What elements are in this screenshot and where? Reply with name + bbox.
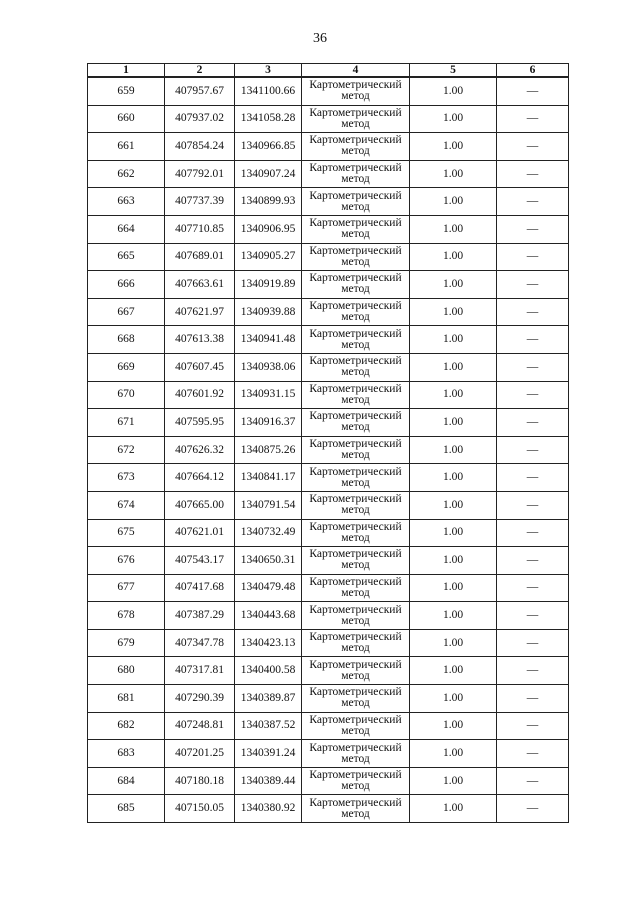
- point-number-cell: 664: [88, 215, 165, 243]
- description-cell: [497, 160, 569, 188]
- header-cell: 1: [88, 64, 165, 78]
- x-coordinate-cell: 407621.97: [165, 298, 235, 326]
- precision-cell: 1.00: [410, 243, 497, 271]
- y-coordinate-cell: 1340938.06: [235, 353, 302, 381]
- table-row: [88, 767, 569, 795]
- y-coordinate-cell: 1340841.17: [235, 464, 302, 492]
- precision-cell: 1.00: [410, 795, 497, 823]
- method-text-line-1: Картометрический: [309, 796, 402, 809]
- dash-mark: —: [526, 305, 539, 318]
- method-text-line-2: метод: [341, 586, 370, 599]
- point-number-cell: 684: [88, 767, 165, 795]
- description-cell: [497, 326, 569, 354]
- method-text-line-1: Картометрический: [309, 713, 402, 726]
- method-cell: [302, 491, 410, 519]
- point-number-cell: 681: [88, 685, 165, 713]
- precision-cell: 1.00: [410, 685, 497, 713]
- y-coordinate-cell: 1340387.52: [235, 712, 302, 740]
- method-cell: [302, 160, 410, 188]
- x-coordinate-cell: 407957.67: [165, 77, 235, 105]
- description-cell: [497, 436, 569, 464]
- precision-cell: 1.00: [410, 491, 497, 519]
- table-row: [88, 133, 569, 161]
- method-cell: [302, 767, 410, 795]
- x-coordinate-cell: 407665.00: [165, 491, 235, 519]
- table-row: [88, 298, 569, 326]
- table-row: [88, 629, 569, 657]
- method-text-line-1: Картометрический: [309, 686, 402, 699]
- description-cell: [497, 409, 569, 437]
- y-coordinate-cell: 1340939.88: [235, 298, 302, 326]
- method-cell: [302, 574, 410, 602]
- point-number-cell: 671: [88, 409, 165, 437]
- description-cell: [497, 629, 569, 657]
- method-text-line-1: Картометрический: [309, 106, 402, 119]
- method-text-line-2: метод: [341, 669, 370, 682]
- precision-cell: 1.00: [410, 519, 497, 547]
- table-row: [88, 160, 569, 188]
- method-text-line-2: метод: [341, 752, 370, 765]
- point-number-cell: 680: [88, 657, 165, 685]
- point-number-cell: 678: [88, 602, 165, 630]
- method-cell: [302, 77, 410, 105]
- x-coordinate-cell: 407664.12: [165, 464, 235, 492]
- precision-cell: 1.00: [410, 353, 497, 381]
- method-cell: [302, 188, 410, 216]
- description-cell: [497, 657, 569, 685]
- method-text-line-1: Картометрический: [309, 355, 402, 368]
- method-text-line-1: Картометрический: [309, 410, 402, 423]
- precision-cell: 1.00: [410, 188, 497, 216]
- point-number-cell: 662: [88, 160, 165, 188]
- table-body: [88, 77, 569, 823]
- description-cell: [497, 795, 569, 823]
- precision-cell: 1.00: [410, 215, 497, 243]
- dash-mark: —: [526, 250, 539, 263]
- table-row: [88, 436, 569, 464]
- method-text-line-1: Картометрический: [309, 548, 402, 561]
- method-text-line-2: метод: [341, 697, 370, 710]
- point-number-cell: 669: [88, 353, 165, 381]
- dash-mark: —: [526, 691, 539, 704]
- x-coordinate-cell: 407792.01: [165, 160, 235, 188]
- method-text-line-2: метод: [341, 228, 370, 241]
- y-coordinate-cell: 1340941.48: [235, 326, 302, 354]
- point-number-cell: 667: [88, 298, 165, 326]
- method-text-line-2: метод: [341, 780, 370, 793]
- method-text-line-2: метод: [341, 90, 370, 103]
- description-cell: [497, 547, 569, 575]
- method-text-line-1: Картометрический: [309, 465, 402, 478]
- precision-cell: 1.00: [410, 271, 497, 299]
- method-text-line-2: метод: [341, 338, 370, 351]
- dash-mark: —: [526, 139, 539, 152]
- y-coordinate-cell: 1341100.66: [235, 77, 302, 105]
- method-text-line-1: Картометрический: [309, 327, 402, 340]
- method-text-line-1: Картометрический: [309, 79, 402, 92]
- method-cell: [302, 298, 410, 326]
- description-cell: [497, 298, 569, 326]
- description-cell: [497, 77, 569, 105]
- method-cell: [302, 629, 410, 657]
- description-cell: [497, 602, 569, 630]
- description-cell: [497, 767, 569, 795]
- point-number-cell: 663: [88, 188, 165, 216]
- precision-cell: 1.00: [410, 133, 497, 161]
- precision-cell: 1.00: [410, 409, 497, 437]
- method-cell: [302, 464, 410, 492]
- table-row: [88, 657, 569, 685]
- point-number-cell: 676: [88, 547, 165, 575]
- point-number-cell: 675: [88, 519, 165, 547]
- x-coordinate-cell: 407854.24: [165, 133, 235, 161]
- table-row: [88, 353, 569, 381]
- table-row: [88, 464, 569, 492]
- description-cell: [497, 243, 569, 271]
- y-coordinate-cell: 1340443.68: [235, 602, 302, 630]
- y-coordinate-cell: 1340966.85: [235, 133, 302, 161]
- method-text-line-2: метод: [341, 173, 370, 186]
- table-row: [88, 215, 569, 243]
- method-text-line-1: Картометрический: [309, 438, 402, 451]
- description-cell: [497, 271, 569, 299]
- precision-cell: 1.00: [410, 298, 497, 326]
- dash-mark: —: [526, 443, 539, 456]
- point-number-cell: 670: [88, 381, 165, 409]
- method-text-line-1: Картометрический: [309, 520, 402, 533]
- method-cell: [302, 685, 410, 713]
- table-row: [88, 409, 569, 437]
- table-row: [88, 740, 569, 768]
- method-text-line-1: Картометрический: [309, 603, 402, 616]
- x-coordinate-cell: 407601.92: [165, 381, 235, 409]
- method-cell: [302, 243, 410, 271]
- method-cell: [302, 740, 410, 768]
- method-text-line-2: метод: [341, 504, 370, 517]
- dash-mark: —: [526, 747, 539, 760]
- description-cell: [497, 133, 569, 161]
- precision-cell: 1.00: [410, 574, 497, 602]
- header-cell: 2: [165, 64, 235, 78]
- table-row: [88, 243, 569, 271]
- method-text-line-2: метод: [341, 476, 370, 489]
- method-text-line-2: метод: [341, 366, 370, 379]
- x-coordinate-cell: 407626.32: [165, 436, 235, 464]
- description-cell: [497, 491, 569, 519]
- method-cell: [302, 105, 410, 133]
- x-coordinate-cell: 407543.17: [165, 547, 235, 575]
- y-coordinate-cell: 1341058.28: [235, 105, 302, 133]
- method-text-line-2: метод: [341, 117, 370, 130]
- method-text-line-2: метод: [341, 642, 370, 655]
- x-coordinate-cell: 407689.01: [165, 243, 235, 271]
- point-number-cell: 682: [88, 712, 165, 740]
- y-coordinate-cell: 1340650.31: [235, 547, 302, 575]
- description-cell: [497, 381, 569, 409]
- description-cell: [497, 740, 569, 768]
- description-cell: [497, 685, 569, 713]
- method-cell: [302, 712, 410, 740]
- y-coordinate-cell: 1340389.44: [235, 767, 302, 795]
- y-coordinate-cell: 1340916.37: [235, 409, 302, 437]
- method-text-line-1: Картометрический: [309, 244, 402, 257]
- table-row: [88, 712, 569, 740]
- table-row: [88, 602, 569, 630]
- precision-cell: 1.00: [410, 740, 497, 768]
- method-text-line-2: метод: [341, 531, 370, 544]
- method-cell: [302, 409, 410, 437]
- y-coordinate-cell: 1340400.58: [235, 657, 302, 685]
- method-cell: [302, 133, 410, 161]
- point-number-cell: 674: [88, 491, 165, 519]
- precision-cell: 1.00: [410, 381, 497, 409]
- method-text-line-2: метод: [341, 421, 370, 434]
- dash-mark: —: [526, 84, 539, 97]
- table-row: [88, 105, 569, 133]
- y-coordinate-cell: 1340391.24: [235, 740, 302, 768]
- y-coordinate-cell: 1340732.49: [235, 519, 302, 547]
- dash-mark: —: [526, 774, 539, 787]
- method-text-line-1: Картометрический: [309, 575, 402, 588]
- method-text-line-2: метод: [341, 200, 370, 213]
- dash-mark: —: [526, 222, 539, 235]
- dash-mark: —: [526, 802, 539, 815]
- method-cell: [302, 657, 410, 685]
- page-number: 36: [313, 31, 327, 46]
- method-text-line-2: метод: [341, 393, 370, 406]
- precision-cell: 1.00: [410, 547, 497, 575]
- precision-cell: 1.00: [410, 602, 497, 630]
- method-text-line-1: Картометрический: [309, 300, 402, 313]
- method-text-line-1: Картометрический: [309, 134, 402, 147]
- method-text-line-1: Картометрический: [309, 217, 402, 230]
- table-row: [88, 795, 569, 823]
- dash-mark: —: [526, 277, 539, 290]
- dash-mark: —: [526, 167, 539, 180]
- dash-mark: —: [526, 112, 539, 125]
- table-row: [88, 77, 569, 105]
- dash-mark: —: [526, 664, 539, 677]
- dash-mark: —: [526, 360, 539, 373]
- x-coordinate-cell: 407150.05: [165, 795, 235, 823]
- method-cell: [302, 519, 410, 547]
- precision-cell: 1.00: [410, 767, 497, 795]
- description-cell: [497, 353, 569, 381]
- dash-mark: —: [526, 719, 539, 732]
- method-text-line-2: метод: [341, 145, 370, 158]
- header-cell: 5: [410, 64, 497, 78]
- x-coordinate-cell: 407595.95: [165, 409, 235, 437]
- y-coordinate-cell: 1340931.15: [235, 381, 302, 409]
- method-cell: [302, 602, 410, 630]
- x-coordinate-cell: 407663.61: [165, 271, 235, 299]
- x-coordinate-cell: 407180.18: [165, 767, 235, 795]
- y-coordinate-cell: 1340906.95: [235, 215, 302, 243]
- x-coordinate-cell: 407417.68: [165, 574, 235, 602]
- table-row: [88, 574, 569, 602]
- table-row: [88, 519, 569, 547]
- method-text-line-2: метод: [341, 559, 370, 572]
- y-coordinate-cell: 1340479.48: [235, 574, 302, 602]
- method-cell: [302, 215, 410, 243]
- dash-mark: —: [526, 471, 539, 484]
- table-row: [88, 188, 569, 216]
- y-coordinate-cell: 1340919.89: [235, 271, 302, 299]
- method-text-line-2: метод: [341, 807, 370, 820]
- method-text-line-2: метод: [341, 255, 370, 268]
- y-coordinate-cell: 1340380.92: [235, 795, 302, 823]
- point-number-cell: 679: [88, 629, 165, 657]
- method-text-line-1: Картометрический: [309, 382, 402, 395]
- dash-mark: —: [526, 609, 539, 622]
- method-text-line-1: Картометрический: [309, 493, 402, 506]
- header-cell: 3: [235, 64, 302, 78]
- x-coordinate-cell: 407290.39: [165, 685, 235, 713]
- description-cell: [497, 105, 569, 133]
- method-cell: [302, 795, 410, 823]
- x-coordinate-cell: 407347.78: [165, 629, 235, 657]
- point-number-cell: 668: [88, 326, 165, 354]
- method-cell: [302, 547, 410, 575]
- table-row: [88, 326, 569, 354]
- point-number-cell: 683: [88, 740, 165, 768]
- y-coordinate-cell: 1340905.27: [235, 243, 302, 271]
- x-coordinate-cell: 407201.25: [165, 740, 235, 768]
- x-coordinate-cell: 407387.29: [165, 602, 235, 630]
- dash-mark: —: [526, 526, 539, 539]
- point-number-cell: 660: [88, 105, 165, 133]
- method-text-line-1: Картометрический: [309, 272, 402, 285]
- method-text-line-1: Картометрический: [309, 769, 402, 782]
- x-coordinate-cell: 407710.85: [165, 215, 235, 243]
- method-text-line-1: Картометрический: [309, 741, 402, 754]
- dash-mark: —: [526, 388, 539, 401]
- y-coordinate-cell: 1340875.26: [235, 436, 302, 464]
- y-coordinate-cell: 1340791.54: [235, 491, 302, 519]
- precision-cell: 1.00: [410, 464, 497, 492]
- method-text-line-2: метод: [341, 614, 370, 627]
- point-number-cell: 673: [88, 464, 165, 492]
- table-row: [88, 491, 569, 519]
- method-cell: [302, 353, 410, 381]
- description-cell: [497, 574, 569, 602]
- header-cell: 6: [497, 64, 569, 78]
- x-coordinate-cell: 407607.45: [165, 353, 235, 381]
- precision-cell: 1.00: [410, 160, 497, 188]
- x-coordinate-cell: 407248.81: [165, 712, 235, 740]
- method-text-line-1: Картометрический: [309, 631, 402, 644]
- precision-cell: 1.00: [410, 326, 497, 354]
- table-row: [88, 685, 569, 713]
- point-number-cell: 672: [88, 436, 165, 464]
- precision-cell: 1.00: [410, 629, 497, 657]
- point-number-cell: 666: [88, 271, 165, 299]
- method-text-line-1: Картометрический: [309, 162, 402, 175]
- dash-mark: —: [526, 636, 539, 649]
- description-cell: [497, 188, 569, 216]
- method-cell: [302, 436, 410, 464]
- precision-cell: 1.00: [410, 77, 497, 105]
- dash-mark: —: [526, 498, 539, 511]
- table-row: [88, 381, 569, 409]
- table-row: [88, 271, 569, 299]
- point-number-cell: 685: [88, 795, 165, 823]
- header-row: [88, 64, 569, 78]
- dash-mark: —: [526, 581, 539, 594]
- description-cell: [497, 712, 569, 740]
- point-number-cell: 661: [88, 133, 165, 161]
- precision-cell: 1.00: [410, 657, 497, 685]
- precision-cell: 1.00: [410, 712, 497, 740]
- dash-mark: —: [526, 195, 539, 208]
- x-coordinate-cell: 407737.39: [165, 188, 235, 216]
- precision-cell: 1.00: [410, 436, 497, 464]
- dash-mark: —: [526, 333, 539, 346]
- table-row: [88, 547, 569, 575]
- method-text-line-2: метод: [341, 311, 370, 324]
- x-coordinate-cell: 407621.01: [165, 519, 235, 547]
- y-coordinate-cell: 1340389.87: [235, 685, 302, 713]
- x-coordinate-cell: 407613.38: [165, 326, 235, 354]
- method-text-line-2: метод: [341, 724, 370, 737]
- method-text-line-2: метод: [341, 283, 370, 296]
- point-number-cell: 677: [88, 574, 165, 602]
- coordinates-table: [87, 63, 569, 823]
- method-cell: [302, 326, 410, 354]
- description-cell: [497, 464, 569, 492]
- x-coordinate-cell: 407317.81: [165, 657, 235, 685]
- method-text-line-2: метод: [341, 449, 370, 462]
- method-cell: [302, 271, 410, 299]
- header-cell: 4: [302, 64, 410, 78]
- description-cell: [497, 215, 569, 243]
- dash-mark: —: [526, 553, 539, 566]
- method-text-line-1: Картометрический: [309, 658, 402, 671]
- y-coordinate-cell: 1340899.93: [235, 188, 302, 216]
- dash-mark: —: [526, 415, 539, 428]
- point-number-cell: 665: [88, 243, 165, 271]
- method-text-line-1: Картометрический: [309, 189, 402, 202]
- description-cell: [497, 519, 569, 547]
- method-cell: [302, 381, 410, 409]
- y-coordinate-cell: 1340907.24: [235, 160, 302, 188]
- x-coordinate-cell: 407937.02: [165, 105, 235, 133]
- precision-cell: 1.00: [410, 105, 497, 133]
- point-number-cell: 659: [88, 77, 165, 105]
- y-coordinate-cell: 1340423.13: [235, 629, 302, 657]
